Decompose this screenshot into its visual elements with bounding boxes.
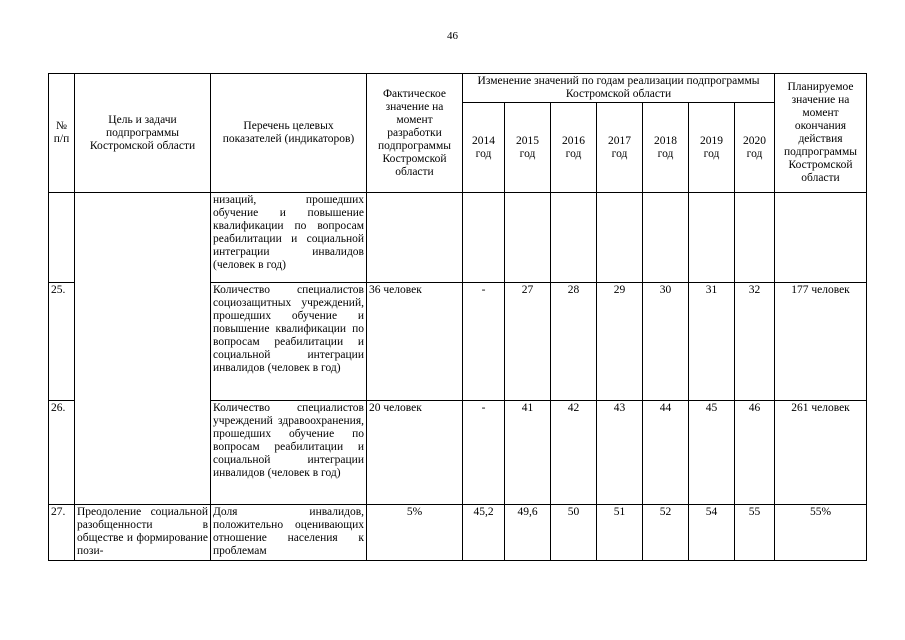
table-row (49, 505, 867, 561)
cell-num: 26. (49, 401, 75, 505)
cell-year-2019: 31 (689, 283, 735, 401)
cell-num: 25. (49, 283, 75, 401)
cell-year-2015 (505, 193, 551, 283)
cell-year-2016 (551, 193, 597, 283)
cell-goal (75, 283, 211, 401)
indicators-table (48, 73, 867, 561)
header-actual: Фактическое значение на момент разработки подпрограммы Костромской области (367, 74, 463, 193)
cell-planned: 261 человек (775, 401, 867, 505)
cell-year-2020: 32 (735, 283, 775, 401)
header-indicators: Перечень целевых показателей (индикаторов) (211, 74, 367, 193)
header-year-2017: 2017 год (597, 103, 643, 193)
cell-year-2018 (643, 193, 689, 283)
cell-actual (367, 193, 463, 283)
header-planned: Планируемое значение на момент окончания действия подпрограммы Костромской области (775, 74, 867, 193)
cell-year-2020: 55 (735, 505, 775, 561)
header-year-2019: 2019 год (689, 103, 735, 193)
cell-year-2019: 54 (689, 505, 735, 561)
cell-year-2017: 29 (597, 283, 643, 401)
cell-year-2018: 30 (643, 283, 689, 401)
cell-year-2014 (463, 193, 505, 283)
cell-year-2018: 52 (643, 505, 689, 561)
cell-year-2014: 45,2 (463, 505, 505, 561)
cell-planned: 177 человек (775, 283, 867, 401)
cell-planned (775, 193, 867, 283)
cell-actual: 20 человек (367, 401, 463, 505)
cell-year-2017: 43 (597, 401, 643, 505)
cell-actual: 5% (367, 505, 463, 561)
header-year-2016: 2016 год (551, 103, 597, 193)
page-number: 46 (447, 30, 458, 42)
cell-num (49, 193, 75, 283)
cell-indicator: Количество специалистов учреждений здравоохранения, прошедших обучение по вопросам реабилитации и социальной интеграции инвалидов (человек в год) (211, 401, 367, 505)
cell-actual: 36 человек (367, 283, 463, 401)
cell-num: 27. (49, 505, 75, 561)
table-row (49, 283, 867, 401)
cell-year-2017: 51 (597, 505, 643, 561)
cell-indicator: Количество специалистов социозащитных учреждений, прошедших обучение и повышение квалификации по вопросам реабилитации и социальной интеграции инвалидов (человек в год) (211, 283, 367, 401)
cell-goal (75, 401, 211, 505)
cell-year-2020 (735, 193, 775, 283)
cell-planned: 55% (775, 505, 867, 561)
header-num: № п/п (49, 74, 75, 193)
header-year-2015: 2015 год (505, 103, 551, 193)
cell-year-2016: 42 (551, 401, 597, 505)
cell-year-2018: 44 (643, 401, 689, 505)
header-goal: Цель и задачи подпрограммы Костромской области (75, 74, 211, 193)
cell-year-2017 (597, 193, 643, 283)
cell-year-2014: - (463, 283, 505, 401)
cell-year-2016: 50 (551, 505, 597, 561)
cell-indicator: Доля инвалидов, положительно оценивающих отношение населения к проблемам (211, 505, 367, 561)
cell-year-2020: 46 (735, 401, 775, 505)
cell-goal: Преодоление социальной разобщенности в обществе и формирование пози- (75, 505, 211, 561)
header-year-2020: 2020 год (735, 103, 775, 193)
cell-indicator: низаций, прошедших обучение и повышение квалификации по вопросам реабилитации и социальной интеграции инвалидов (человек в год) (211, 193, 367, 283)
header-year-2018: 2018 год (643, 103, 689, 193)
cell-goal (75, 193, 211, 283)
cell-year-2014: - (463, 401, 505, 505)
table-row (49, 401, 867, 505)
header-change-group: Изменение значений по годам реализации подпрограммы Костромской области (463, 74, 775, 103)
cell-year-2015: 49,6 (505, 505, 551, 561)
cell-year-2016: 28 (551, 283, 597, 401)
cell-year-2015: 41 (505, 401, 551, 505)
header-year-2014: 2014 год (463, 103, 505, 193)
cell-year-2019: 45 (689, 401, 735, 505)
table-row (49, 193, 867, 283)
cell-year-2019 (689, 193, 735, 283)
cell-year-2015: 27 (505, 283, 551, 401)
